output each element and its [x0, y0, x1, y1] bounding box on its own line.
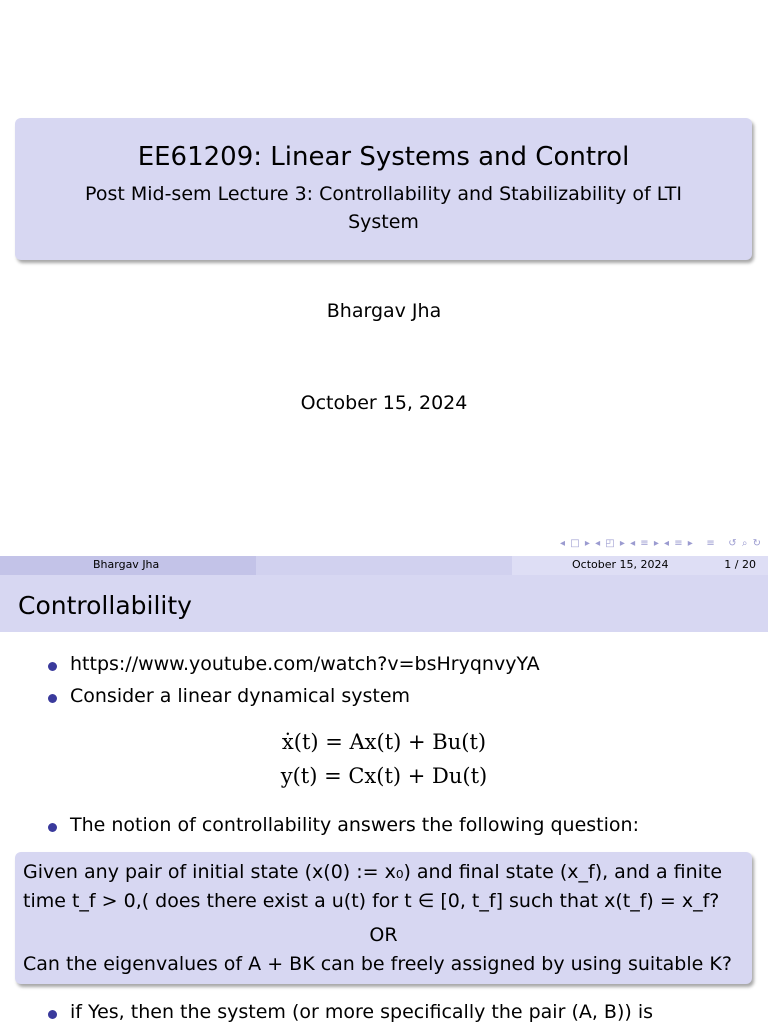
footer-page-number: 1 / 20 [724, 558, 756, 571]
frame-title-bar [0, 575, 768, 632]
or-separator: OR [369, 924, 398, 946]
lecture-date: October 15, 2024 [300, 392, 468, 414]
footer-bar [0, 556, 768, 575]
question-line-3: Can the eigenvalues of A + BK can be freely assigned by using suitable K? [23, 953, 732, 975]
bullet-dot-icon [48, 1010, 57, 1019]
title-block [15, 118, 752, 260]
question-line-2: time t_f > 0,( does there exist a u(t) for t ∈ [0, t_f] such that x(t_f) = x_f? [23, 890, 720, 912]
youtube-link[interactable]: https://www.youtube.com/watch?v=bsHryqnvyYA [70, 653, 540, 675]
bullet-dot-icon [48, 823, 57, 832]
frame-title: Controllability [18, 591, 192, 620]
author-name: Bhargav Jha [326, 300, 442, 322]
slide-subtitle: Post Mid-sem Lecture 3: Controllability and Stabilizability of LTI System [85, 183, 682, 233]
output-equation: y(t) = Cx(t) + Du(t) [280, 764, 488, 788]
bullet-dot-icon [48, 694, 57, 703]
slide-title: EE61209: Linear Systems and Control [137, 142, 630, 172]
question-block [15, 852, 752, 984]
state-equation: ẋ(t) = Ax(t) + Bu(t) [281, 730, 487, 754]
beamer-navigation-icons[interactable]: ◂ □ ▸ ◂ ◰ ▸ ◂ ≡ ▸ ◂ ≡ ▸ ≡ ↺ ⌕ ↻ [560, 538, 762, 549]
footer-author: Bhargav Jha [93, 558, 160, 571]
footer-date: October 15, 2024 [572, 558, 669, 571]
question-line-1: Given any pair of initial state (x(0) := x₀) and final state (x_f), and a finite [23, 861, 723, 883]
bullet-dot-icon [48, 662, 57, 671]
